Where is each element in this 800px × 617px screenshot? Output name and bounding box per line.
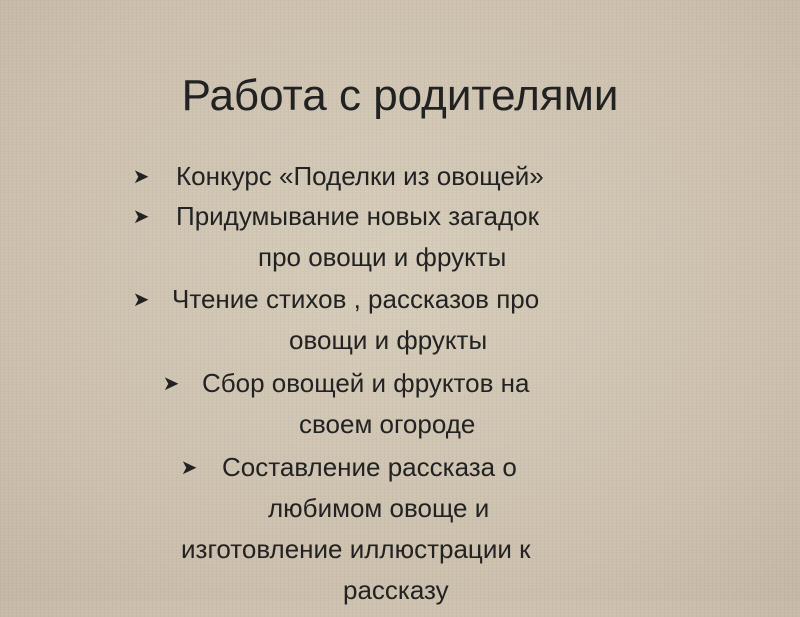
arrow-bullet-icon: ➤ (132, 287, 150, 311)
list-item-text: Конкурс «Поделки из овощей» (176, 161, 544, 191)
list-item-text-continued: любимом овоще и (268, 493, 490, 523)
list-item (0, 447, 800, 617)
list-item-text: Составление рассказа о (222, 452, 517, 482)
arrow-bullet-icon: ➤ (132, 204, 150, 228)
list-item-text: Чтение стихов , рассказов про (172, 284, 540, 314)
list-item (0, 279, 800, 363)
slide-title: Работа с родителями (181, 71, 619, 120)
arrow-bullet-icon: ➤ (180, 455, 198, 479)
list-item (0, 363, 800, 447)
list-item-text: Придумывание новых загадок (176, 201, 539, 231)
list-item-text-continued: про овощи и фрукты (258, 242, 507, 272)
list-item (0, 156, 800, 196)
list-item-text-continued: своем огороде (299, 409, 476, 439)
list-item (0, 196, 800, 279)
list-item-text-continued: овощи и фрукты (289, 325, 488, 355)
list-item-text: Сбор овощей и фруктов на (202, 368, 530, 398)
bullet-list (0, 156, 800, 617)
list-item-text-continued: рассказу (343, 575, 449, 605)
arrow-bullet-icon: ➤ (132, 164, 150, 188)
arrow-bullet-icon: ➤ (162, 371, 180, 395)
list-item-text-continued: изготовление иллюстрации к (181, 534, 531, 564)
